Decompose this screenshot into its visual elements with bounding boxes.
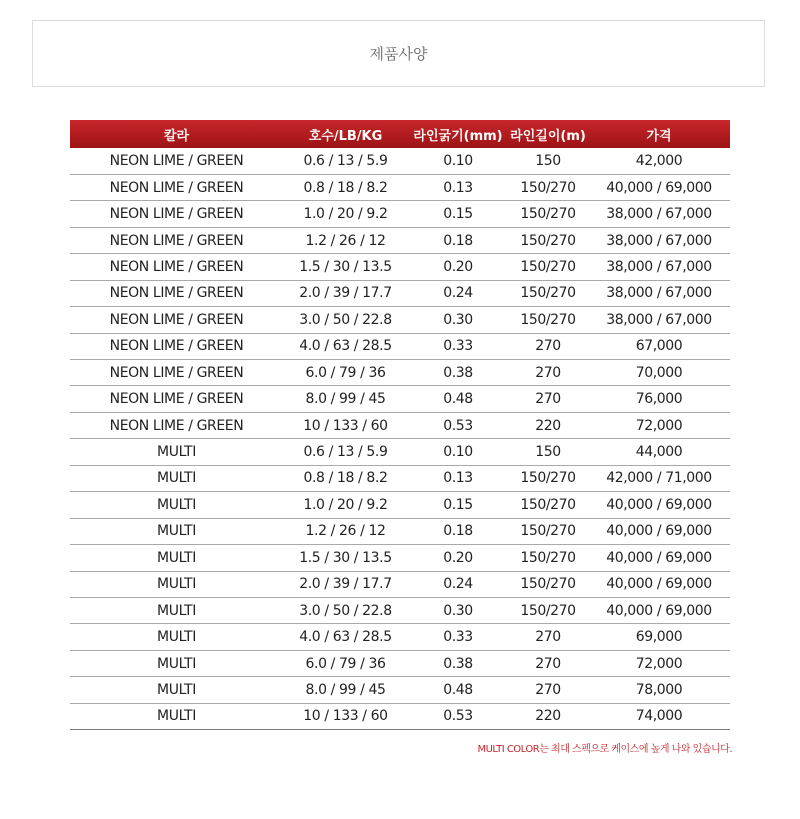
cell-color: MULTI — [70, 518, 283, 544]
cell-price: 72,000 — [588, 650, 730, 676]
column-header-thickness: 라인굵기(mm) — [408, 120, 508, 148]
header-row — [70, 120, 730, 148]
cell-price: 40,000 / 69,000 — [588, 571, 730, 597]
cell-price: 40,000 / 69,000 — [588, 597, 730, 623]
cell-thickness: 0.15 — [408, 201, 508, 227]
spec-table — [70, 120, 730, 730]
cell-thickness: 0.24 — [408, 280, 508, 306]
cell-length: 270 — [508, 360, 588, 386]
table-row — [70, 518, 730, 544]
cell-price: 76,000 — [588, 386, 730, 412]
cell-color: MULTI — [70, 465, 283, 491]
cell-price: 40,000 / 69,000 — [588, 492, 730, 518]
cell-thickness: 0.38 — [408, 360, 508, 386]
cell-color: NEON LIME / GREEN — [70, 360, 283, 386]
table-row — [70, 333, 730, 359]
cell-thickness: 0.30 — [408, 597, 508, 623]
cell-length: 150/270 — [508, 597, 588, 623]
table-row — [70, 650, 730, 676]
cell-length: 270 — [508, 624, 588, 650]
cell-length: 150/270 — [508, 545, 588, 571]
cell-color: MULTI — [70, 597, 283, 623]
cell-length: 270 — [508, 386, 588, 412]
cell-color: MULTI — [70, 650, 283, 676]
column-header-length: 라인길이(m) — [508, 120, 588, 148]
cell-thickness: 0.13 — [408, 174, 508, 200]
cell-length: 270 — [508, 677, 588, 703]
cell-color: MULTI — [70, 571, 283, 597]
table-row — [70, 465, 730, 491]
table-row — [70, 439, 730, 465]
cell-size: 3.0 / 50 / 22.8 — [283, 307, 408, 333]
cell-thickness: 0.20 — [408, 254, 508, 280]
cell-size: 3.0 / 50 / 22.8 — [283, 597, 408, 623]
cell-thickness: 0.18 — [408, 227, 508, 253]
table-row — [70, 412, 730, 438]
table-row — [70, 545, 730, 571]
cell-color: NEON LIME / GREEN — [70, 412, 283, 438]
cell-thickness: 0.10 — [408, 148, 508, 174]
cell-size: 0.6 / 13 / 5.9 — [283, 148, 408, 174]
cell-size: 1.5 / 30 / 13.5 — [283, 254, 408, 280]
cell-color: NEON LIME / GREEN — [70, 227, 283, 253]
table-row — [70, 148, 730, 174]
cell-thickness: 0.38 — [408, 650, 508, 676]
cell-color: MULTI — [70, 545, 283, 571]
table-row — [70, 280, 730, 306]
cell-price: 70,000 — [588, 360, 730, 386]
cell-price: 38,000 / 67,000 — [588, 307, 730, 333]
cell-length: 270 — [508, 650, 588, 676]
cell-color: NEON LIME / GREEN — [70, 174, 283, 200]
cell-thickness: 0.33 — [408, 333, 508, 359]
cell-thickness: 0.53 — [408, 412, 508, 438]
cell-color: MULTI — [70, 492, 283, 518]
cell-price: 74,000 — [588, 703, 730, 729]
cell-color: MULTI — [70, 703, 283, 729]
footnote: MULTI COLOR는 최대 스펙으로 케이스에 높게 나와 있습니다. — [477, 744, 732, 755]
cell-thickness: 0.48 — [408, 677, 508, 703]
cell-size: 6.0 / 79 / 36 — [283, 360, 408, 386]
cell-color: NEON LIME / GREEN — [70, 386, 283, 412]
column-header-price: 가격 — [588, 120, 730, 148]
cell-color: NEON LIME / GREEN — [70, 280, 283, 306]
cell-size: 10 / 133 / 60 — [283, 412, 408, 438]
cell-thickness: 0.48 — [408, 386, 508, 412]
cell-price: 78,000 — [588, 677, 730, 703]
page-title: 제품사양 — [32, 20, 765, 87]
table-row — [70, 624, 730, 650]
cell-color: NEON LIME / GREEN — [70, 148, 283, 174]
cell-length: 150/270 — [508, 492, 588, 518]
table-row — [70, 492, 730, 518]
cell-length: 150/270 — [508, 307, 588, 333]
spec-table-body — [70, 148, 730, 730]
cell-color: NEON LIME / GREEN — [70, 254, 283, 280]
cell-length: 150 — [508, 148, 588, 174]
cell-length: 220 — [508, 412, 588, 438]
cell-thickness: 0.13 — [408, 465, 508, 491]
cell-price: 38,000 / 67,000 — [588, 280, 730, 306]
cell-size: 4.0 / 63 / 28.5 — [283, 333, 408, 359]
table-row — [70, 174, 730, 200]
cell-size: 2.0 / 39 / 17.7 — [283, 571, 408, 597]
cell-length: 150/270 — [508, 518, 588, 544]
cell-thickness: 0.20 — [408, 545, 508, 571]
cell-thickness: 0.53 — [408, 703, 508, 729]
cell-size: 8.0 / 99 / 45 — [283, 386, 408, 412]
cell-length: 150/270 — [508, 465, 588, 491]
cell-size: 2.0 / 39 / 17.7 — [283, 280, 408, 306]
table-row — [70, 227, 730, 253]
cell-thickness: 0.24 — [408, 571, 508, 597]
cell-thickness: 0.30 — [408, 307, 508, 333]
cell-length: 150/270 — [508, 227, 588, 253]
cell-color: NEON LIME / GREEN — [70, 201, 283, 227]
table-row — [70, 360, 730, 386]
cell-price: 72,000 — [588, 412, 730, 438]
table-row — [70, 386, 730, 412]
cell-price: 40,000 / 69,000 — [588, 174, 730, 200]
cell-price: 38,000 / 67,000 — [588, 201, 730, 227]
cell-length: 150/270 — [508, 201, 588, 227]
cell-length: 150/270 — [508, 280, 588, 306]
cell-length: 150 — [508, 439, 588, 465]
cell-color: MULTI — [70, 439, 283, 465]
cell-length: 270 — [508, 333, 588, 359]
cell-price: 67,000 — [588, 333, 730, 359]
cell-size: 1.0 / 20 / 9.2 — [283, 492, 408, 518]
cell-price: 40,000 / 69,000 — [588, 545, 730, 571]
column-header-color: 칼라 — [70, 120, 283, 148]
cell-price: 40,000 / 69,000 — [588, 518, 730, 544]
cell-color: NEON LIME / GREEN — [70, 333, 283, 359]
cell-size: 8.0 / 99 / 45 — [283, 677, 408, 703]
cell-size: 1.5 / 30 / 13.5 — [283, 545, 408, 571]
cell-length: 150/270 — [508, 571, 588, 597]
cell-thickness: 0.18 — [408, 518, 508, 544]
cell-length: 150/270 — [508, 254, 588, 280]
cell-size: 0.8 / 18 / 8.2 — [283, 465, 408, 491]
cell-color: MULTI — [70, 677, 283, 703]
cell-thickness: 0.10 — [408, 439, 508, 465]
cell-price: 38,000 / 67,000 — [588, 254, 730, 280]
table-row — [70, 571, 730, 597]
table-row — [70, 254, 730, 280]
table-row — [70, 677, 730, 703]
cell-size: 1.0 / 20 / 9.2 — [283, 201, 408, 227]
cell-price: 69,000 — [588, 624, 730, 650]
cell-price: 42,000 — [588, 148, 730, 174]
cell-color: MULTI — [70, 624, 283, 650]
cell-length: 220 — [508, 703, 588, 729]
cell-size: 1.2 / 26 / 12 — [283, 518, 408, 544]
cell-size: 4.0 / 63 / 28.5 — [283, 624, 408, 650]
cell-size: 0.8 / 18 / 8.2 — [283, 174, 408, 200]
cell-thickness: 0.15 — [408, 492, 508, 518]
cell-color: NEON LIME / GREEN — [70, 307, 283, 333]
cell-price: 42,000 / 71,000 — [588, 465, 730, 491]
cell-size: 0.6 / 13 / 5.9 — [283, 439, 408, 465]
table-row — [70, 307, 730, 333]
cell-thickness: 0.33 — [408, 624, 508, 650]
cell-size: 10 / 133 / 60 — [283, 703, 408, 729]
cell-price: 38,000 / 67,000 — [588, 227, 730, 253]
cell-length: 150/270 — [508, 174, 588, 200]
table-row — [70, 597, 730, 623]
table-row — [70, 201, 730, 227]
cell-size: 1.2 / 26 / 12 — [283, 227, 408, 253]
table-row — [70, 703, 730, 729]
spec-table-header — [70, 120, 730, 148]
cell-size: 6.0 / 79 / 36 — [283, 650, 408, 676]
column-header-size: 호수/LB/KG — [283, 120, 408, 148]
cell-price: 44,000 — [588, 439, 730, 465]
